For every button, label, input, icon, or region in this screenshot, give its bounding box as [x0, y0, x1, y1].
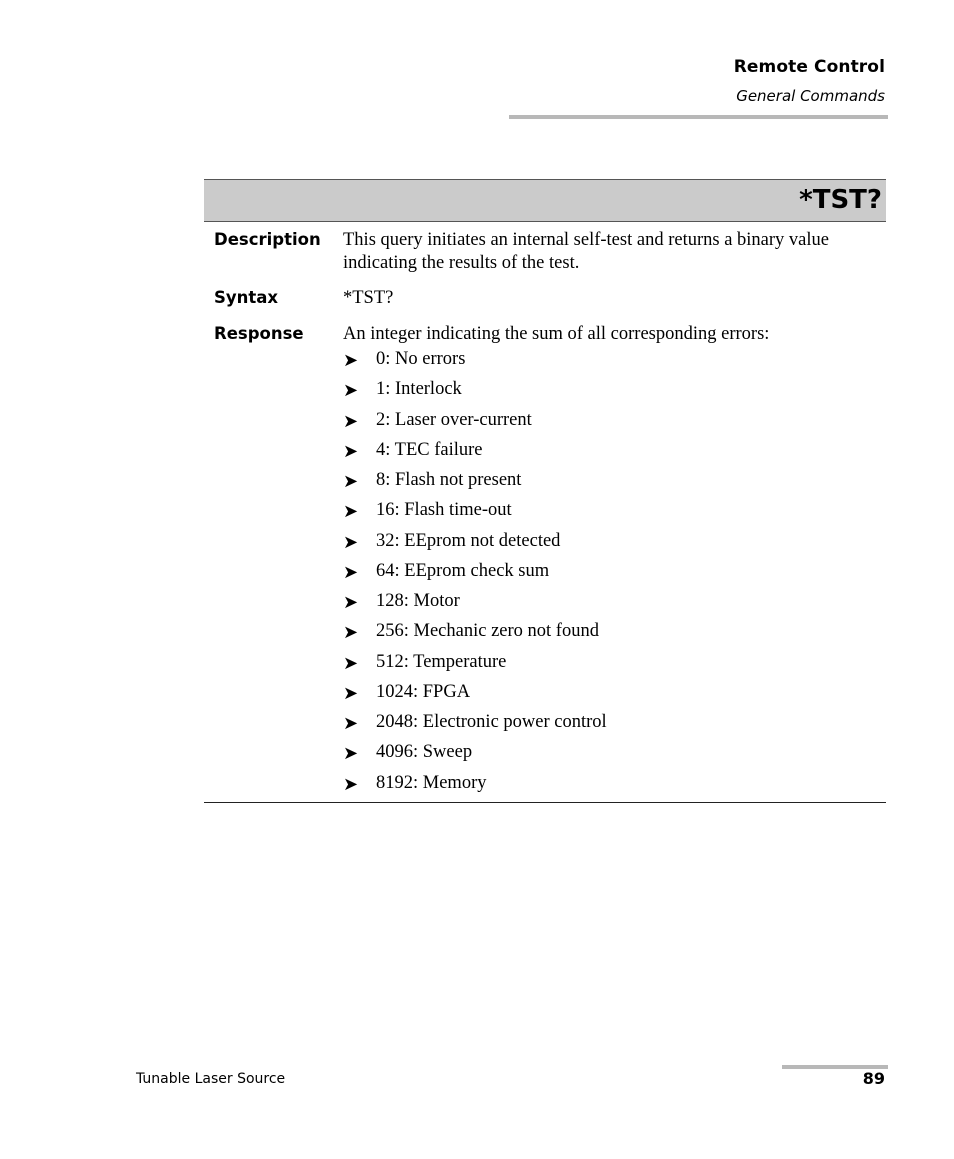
- command-box: [204, 179, 886, 222]
- error-code-text: 0: No errors: [376, 349, 466, 369]
- syntax-text: *TST?: [343, 288, 394, 308]
- header-subsection-title: General Commands: [736, 87, 885, 105]
- bullet-arrow-icon: ➤: [343, 380, 359, 401]
- error-code-item: [343, 526, 883, 556]
- error-code-item: [343, 677, 883, 707]
- error-code-text: 4: TEC failure: [376, 439, 483, 460]
- error-code-item: [343, 374, 883, 404]
- bullet-arrow-icon: ➤: [343, 773, 359, 794]
- description-text: This query initiates an internal self-test and returns a binary value indicating the results of the test.: [343, 230, 829, 273]
- error-code-item: [343, 647, 883, 677]
- bullet-arrow-icon: ➤: [343, 440, 359, 461]
- header-section-title: Remote Control: [733, 57, 885, 77]
- error-code-text: 8192: Memory: [376, 772, 487, 793]
- error-code-text: 64: EEprom check sum: [376, 560, 550, 581]
- error-code-text: 256: Mechanic zero not found: [376, 621, 599, 642]
- error-code-item: [343, 707, 883, 737]
- description-label: Description: [214, 230, 321, 249]
- error-code-text: 8: Flash not present: [376, 470, 522, 490]
- error-code-text: 32: EEprom not detected: [376, 530, 561, 551]
- response-intro: An integer indicating the sum of all corresponding errors:: [343, 324, 770, 344]
- bullet-arrow-icon: ➤: [343, 652, 359, 673]
- error-code-text: 4096: Sweep: [376, 742, 473, 763]
- error-code-text: 128: Motor: [376, 591, 460, 611]
- command-name: *TST?: [799, 185, 882, 215]
- error-code-item: [343, 768, 883, 798]
- error-code-text: 512: Temperature: [376, 651, 507, 672]
- response-label: Response: [214, 324, 304, 343]
- error-code-text: 1024: FPGA: [376, 681, 471, 702]
- error-code-text: 2: Laser over-current: [376, 409, 532, 430]
- header-rule: [509, 115, 888, 119]
- syntax-label: Syntax: [214, 288, 279, 307]
- bullet-arrow-icon: ➤: [343, 350, 359, 370]
- bullet-arrow-icon: ➤: [343, 713, 359, 733]
- bullet-arrow-icon: ➤: [343, 561, 359, 582]
- bullet-arrow-icon: ➤: [343, 501, 359, 522]
- error-code-item: [343, 405, 883, 435]
- error-code-text: 2048: Electronic power control: [376, 712, 607, 732]
- error-code-item: [343, 465, 883, 495]
- error-code-item: [343, 616, 883, 646]
- error-code-list: [343, 344, 883, 798]
- error-code-item: [343, 737, 883, 767]
- command-title-bar: [204, 179, 886, 222]
- bullet-arrow-icon: ➤: [343, 410, 359, 431]
- error-code-text: 16: Flash time-out: [376, 500, 512, 521]
- page-number: 89: [862, 1069, 885, 1088]
- error-code-item: [343, 556, 883, 586]
- error-code-item: [343, 435, 883, 465]
- bullet-arrow-icon: ➤: [343, 622, 359, 643]
- command-bottom-rule: [204, 802, 886, 803]
- bullet-arrow-icon: ➤: [343, 471, 359, 491]
- bullet-arrow-icon: ➤: [343, 531, 359, 552]
- bullet-arrow-icon: ➤: [343, 682, 359, 703]
- response-body: [343, 323, 883, 798]
- error-code-item: [343, 586, 883, 616]
- error-code-text: 1: Interlock: [376, 379, 462, 400]
- bullet-arrow-icon: ➤: [343, 592, 359, 612]
- error-code-item: [343, 344, 883, 374]
- footer-document-title: Tunable Laser Source: [136, 1071, 286, 1087]
- bullet-arrow-icon: ➤: [343, 743, 359, 764]
- error-code-item: [343, 495, 883, 525]
